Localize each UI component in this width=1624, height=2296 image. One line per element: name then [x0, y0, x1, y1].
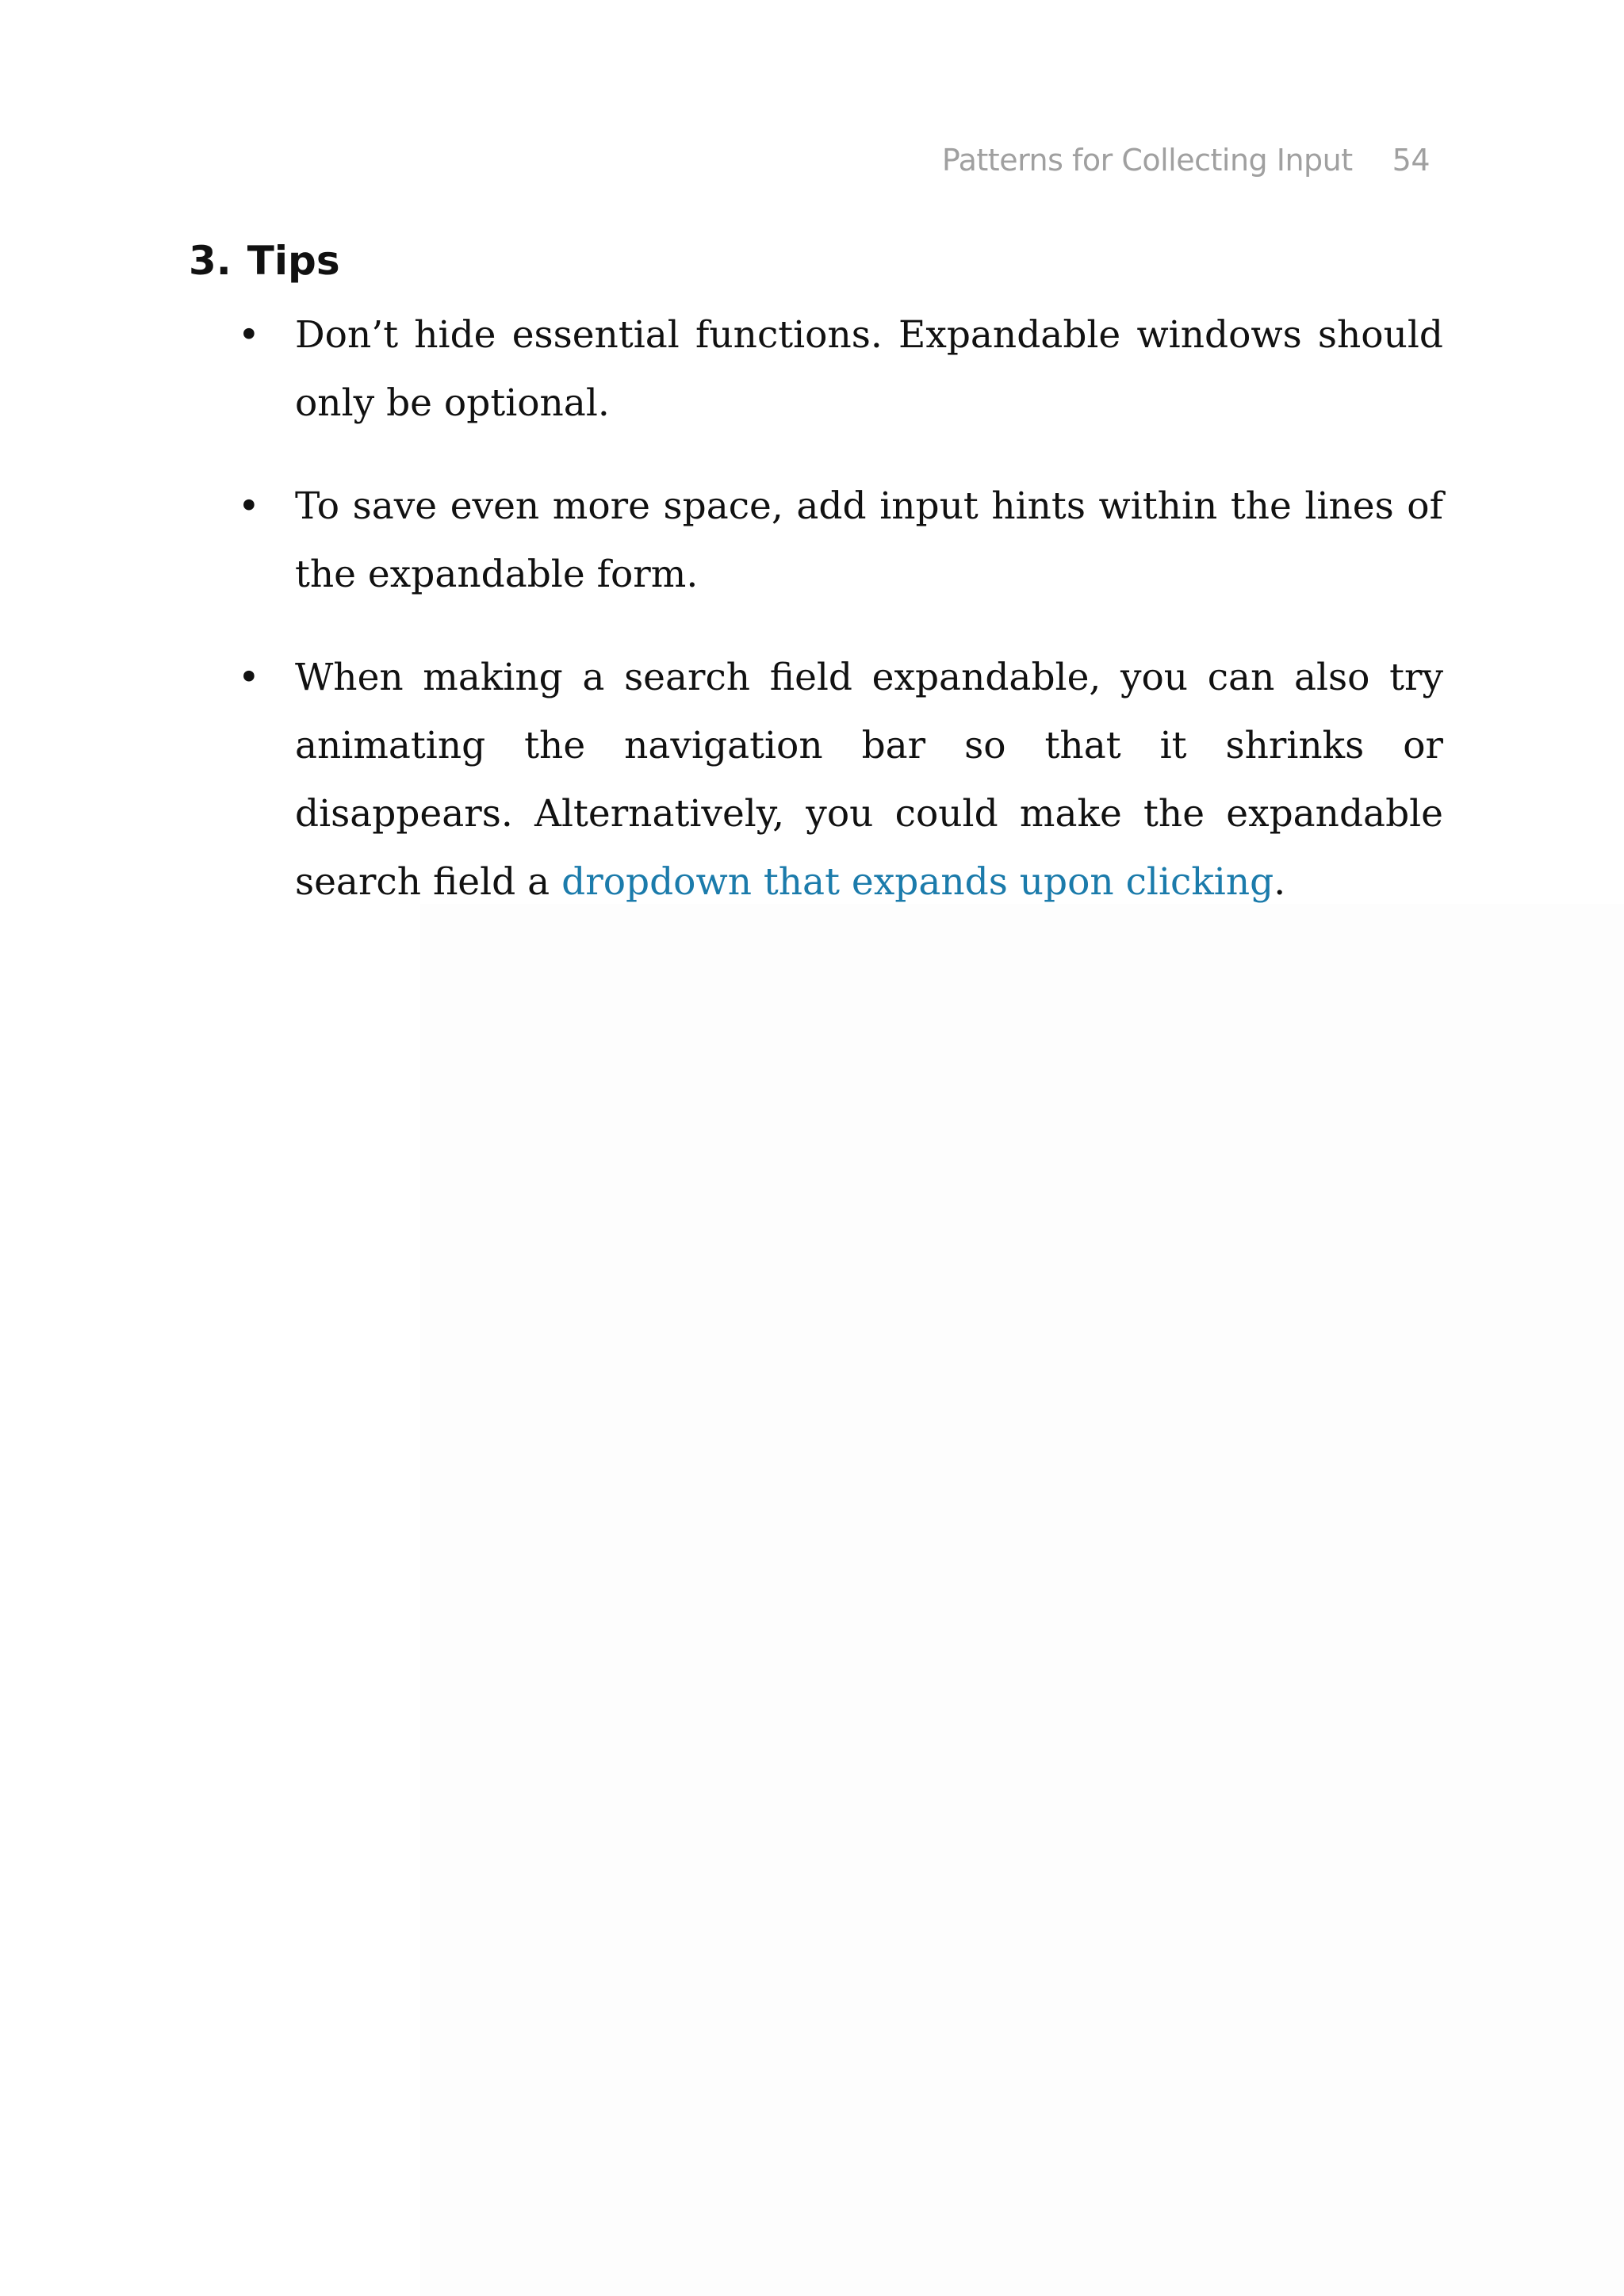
- tip-text-end: .: [1274, 860, 1286, 904]
- bullet-icon: •: [238, 484, 260, 528]
- bullet-icon: •: [238, 313, 260, 357]
- tips-list: [238, 301, 1443, 951]
- section-title: Tips: [247, 238, 340, 284]
- running-header-title: Patterns for Collecting Input: [941, 143, 1353, 178]
- page-background-tint: [420, 904, 1624, 2296]
- section-heading: [189, 238, 340, 284]
- tip-text: To save even more space, add input hints within the lines of the expandable form.: [295, 484, 1443, 596]
- section-number: 3.: [189, 238, 232, 284]
- bullet-icon: •: [238, 656, 260, 699]
- tip-text: Don’t hide essential functions. Expandable windows should only be optional.: [295, 313, 1443, 425]
- list-item: [238, 301, 1443, 438]
- list-item: [238, 644, 1443, 916]
- tip-text: When making a search field expandable, you can also try animating the navigation bar so that it shrinks or disappears. Alternatively, you could make the expandable search field a: [295, 656, 1443, 904]
- dropdown-pattern-link[interactable]: dropdown that expands upon clicking: [561, 860, 1274, 904]
- running-header: [942, 143, 1430, 178]
- page-number: 54: [1392, 143, 1430, 178]
- list-item: [238, 473, 1443, 609]
